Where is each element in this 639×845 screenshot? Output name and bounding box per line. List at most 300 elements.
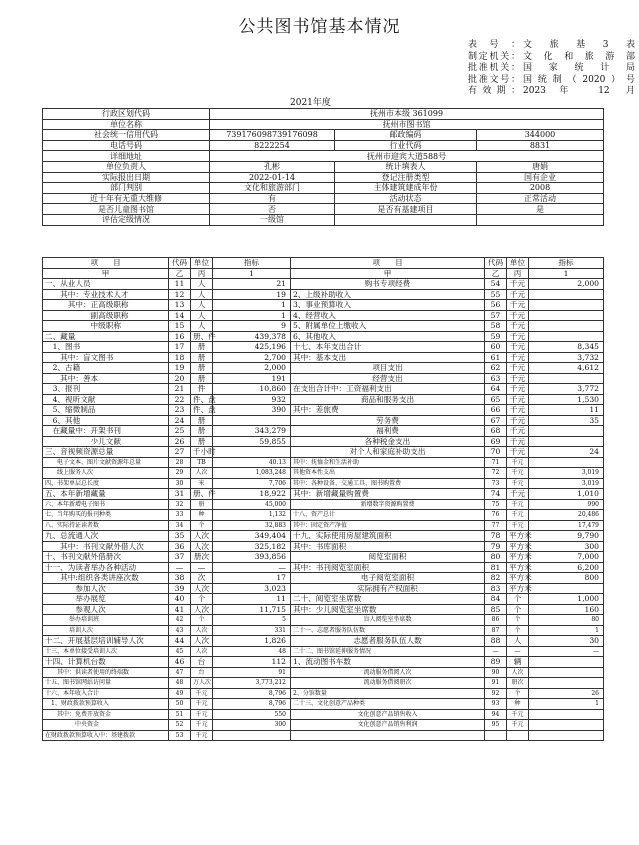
code-cell: 33 [169,510,191,521]
code-cell: 95 [485,720,507,731]
item-cell: 5、缩微制品 [43,405,169,416]
item-cell: 十、书刊文献外借册次 [43,552,169,563]
item-cell: 3、事业预算收入 [291,300,485,311]
table-row [43,436,604,447]
item-cell: 其中：供读者使用的终端数 [43,667,169,678]
item-cell: 6、其他 [43,415,169,426]
item-cell: 其中:组织各类讲座次数 [43,573,169,584]
unit-cell: TB [191,457,213,468]
value-cell: 40.13 [213,457,291,468]
info-value: 孔彬 [210,161,335,172]
item-cell: 中级职称 [43,321,169,332]
item-cell: 其中：固定资产净值 [291,520,485,531]
unit-cell: 千元 [191,730,213,741]
table-row [43,562,604,573]
value-cell: 1 [213,300,291,311]
value-cell: 8,796 [213,699,291,710]
table-row [43,489,604,500]
code-cell: 61 [485,352,507,363]
value-cell [529,321,604,332]
table-row [43,531,604,542]
col-header-item: 甲 [43,268,169,279]
unit-cell: 人次 [191,468,213,479]
value-cell: 3,773,212 [213,678,291,689]
info-value: 抚州市本级 361099 [210,109,604,120]
unit-cell: 千元 [507,279,529,290]
value-cell: 3,772 [529,384,604,395]
item-cell: 中央资金 [43,720,169,731]
unit-cell: 人次 [191,636,213,647]
code-cell: 13 [169,300,191,311]
value-cell: 3,732 [529,352,604,363]
unit-cell: 人次 [507,667,529,678]
unit-cell: 人次 [191,646,213,657]
value-cell [529,373,604,384]
col-header-unit: 单位 [191,258,213,269]
code-cell: 23 [169,405,191,416]
code-cell: 12 [169,289,191,300]
value-cell: 550 [213,709,291,720]
item-cell: 其中：各种设备、交通工具、图书购置费 [291,478,485,489]
code-cell: 32 [169,499,191,510]
value-cell: 425,196 [213,342,291,353]
col-header-unit: 丙 [507,268,529,279]
code-cell: 51 [169,709,191,720]
value-cell [529,720,604,731]
code-cell: 74 [485,489,507,500]
code-cell: 15 [169,321,191,332]
item-cell: 其中：盲文图书 [43,352,169,363]
code-cell: 11 [169,279,191,290]
code-cell: 85 [485,604,507,615]
info-value: 有 [210,193,335,204]
code-cell: 91 [485,678,507,689]
code-cell: 52 [169,720,191,731]
unit-cell: 册 [191,436,213,447]
table-row [43,321,604,332]
item-cell: 十八、资产总计 [291,510,485,521]
item-cell: 副高级职称 [43,310,169,321]
item-cell: 十五、图书馆网站访问量 [43,678,169,689]
meta-value: 文化和旅游部 [523,51,635,62]
value-cell: 45,000 [213,499,291,510]
item-cell: 十六、本年收入合计 [43,688,169,699]
info-value: 文化和旅游部门 [210,183,335,194]
info-value: 8831 [477,140,604,151]
table-row [43,583,604,594]
unit-cell: 千元 [507,363,529,374]
info-value: 否 [210,204,335,215]
table-row [43,541,604,552]
code-cell: 58 [485,321,507,332]
item-cell: 其中：新增藏量购置费 [291,489,485,500]
value-cell: 1,010 [529,489,604,500]
unit-cell: 千元 [507,394,529,405]
meta-row [468,52,635,64]
value-cell: 325,182 [213,541,291,552]
code-cell: 84 [485,594,507,605]
unit-cell: 人 [191,321,213,332]
meta-key: 批准机关： [468,63,520,73]
info-label: 行政区划代码 [43,109,210,120]
value-cell: 91 [213,667,291,678]
code-cell: 41 [169,604,191,615]
info-row [43,130,604,141]
unit-cell: 千元 [507,415,529,426]
code-cell: 27 [169,447,191,458]
value-cell: 9 [213,321,291,332]
col-header-code: 代码 [485,258,507,269]
meta-value: 国统制（2020）号 [523,74,635,85]
table-row [43,289,604,300]
table-row [43,499,604,510]
code-cell: 75 [485,499,507,510]
info-label: 详细地址 [43,151,210,162]
value-cell: 59,855 [213,436,291,447]
info-label: 近十年有无重大维修 [43,193,210,204]
info-row [43,109,604,120]
code-cell: 25 [169,426,191,437]
info-label: 主体建筑建成年份 [335,183,477,194]
value-cell: 6,200 [529,562,604,573]
unit-cell: 千元 [507,352,529,363]
code-cell: 14 [169,310,191,321]
item-cell: 十一、为读者举办各种活动 [43,562,169,573]
unit-cell: 人 [191,279,213,290]
info-value: 8222254 [210,140,335,151]
code-cell: 62 [485,363,507,374]
value-cell: 1,132 [213,510,291,521]
unit-cell: 台 [191,657,213,668]
table-row [43,373,604,384]
item-cell: 十九、实际使用房屋建筑面积 [291,531,485,542]
col-header-code: 乙 [485,268,507,279]
item-cell: 其中：正高级职称 [43,300,169,311]
code-cell: 36 [169,541,191,552]
unit-cell: 个 [191,594,213,605]
code-cell: 26 [169,436,191,447]
table-row [43,594,604,605]
value-cell [529,331,604,342]
unit-cell: 个 [507,594,529,605]
info-label: 是否儿童图书馆 [43,204,210,215]
code-cell: 65 [485,394,507,405]
info-value: 抚州市迎宾大道588号 [210,151,604,162]
item-cell: 六、本年新增电子图书 [43,499,169,510]
item-cell: 其中：基本支出 [291,352,485,363]
code-cell: 73 [485,478,507,489]
item-cell: 各种税金支出 [291,436,485,447]
value-cell: 349,404 [213,531,291,542]
code-cell: 80 [485,552,507,563]
item-cell: 九、总流通人次 [43,531,169,542]
item-cell: 一、从业人员 [43,279,169,290]
value-cell: 191 [213,373,291,384]
unit-cell: 个 [507,615,529,626]
value-cell: 48 [213,646,291,657]
value-cell [529,457,604,468]
code-cell: 66 [485,405,507,416]
value-cell: 300 [529,541,604,552]
unit-cell: 件 [191,384,213,395]
code-cell: 44 [169,636,191,647]
table-row [43,552,604,563]
info-row [43,204,604,215]
unit-cell: 册 [191,342,213,353]
unit-cell: 个 [191,520,213,531]
code-cell: 29 [169,468,191,479]
code-cell: 56 [485,300,507,311]
value-cell: 990 [529,499,604,510]
item-cell: 在支出合计中：工资福利支出 [291,384,485,395]
code-cell: 93 [485,699,507,710]
meta-row [468,63,635,75]
info-value: 2008 [477,183,604,194]
code-cell: 19 [169,363,191,374]
col-header-item: 项 目 [291,258,485,269]
unit-cell: 千元 [507,321,529,332]
item-cell: 十三、本单位接受培训人次 [43,646,169,657]
value-cell: 2,000 [529,279,604,290]
code-cell: 42 [169,615,191,626]
unit-cell: 册 [191,352,213,363]
unit-cell: 辆 [507,657,529,668]
unit-cell: 平方米 [507,541,529,552]
info-label: 行业代码 [335,140,477,151]
table-row [43,426,604,437]
value-cell: 11 [529,405,604,416]
item-cell [291,730,485,741]
value-cell [529,657,604,668]
info-label: 社会统一信用代码 [43,130,210,141]
item-cell: 盲人阅览室坐席数 [291,615,485,626]
unit-cell: 次 [191,573,213,584]
value-cell: 331 [213,625,291,636]
code-cell: 90 [485,667,507,678]
info-label [335,214,477,225]
item-cell: 其中：抚恤金和生活补助 [291,457,485,468]
code-cell: 88 [485,636,507,647]
value-cell: 17,479 [529,520,604,531]
table-row [43,310,604,321]
info-row [43,193,604,204]
info-row [43,161,604,172]
value-cell: 300 [213,720,291,731]
item-cell: 举办展览 [43,594,169,605]
unit-cell: 千元 [507,426,529,437]
value-cell: 20,486 [529,510,604,521]
item-cell: 四、书架单层总长度 [43,478,169,489]
item-cell: 七、当年购买的报刊种类 [43,510,169,521]
unit-cell: 米 [191,478,213,489]
unit-cell: 种 [507,699,529,710]
value-cell: 19 [213,289,291,300]
table-row [43,457,604,468]
value-cell [529,583,604,594]
item-cell: 流动服务借阅册次 [291,678,485,689]
meta-value: 2023年 12 月 [523,86,635,96]
unit-cell: 万人次 [191,678,213,689]
unit-cell: 千元 [507,436,529,447]
unit-cell [507,730,529,741]
code-cell: 17 [169,342,191,353]
code-cell: 77 [485,520,507,531]
unit-cell: 册、件 [191,489,213,500]
code-cell: 40 [169,594,191,605]
table-row [43,447,604,458]
unit-cell: — [191,562,213,573]
item-cell: 文化创意产品销售收入 [291,709,485,720]
unit-cell: 人次 [191,541,213,552]
unit-cell: 册、件 [191,331,213,342]
value-cell: 439,378 [213,331,291,342]
info-label: 部门判别 [43,183,210,194]
item-cell: 其中：少儿阅览室坐席数 [291,604,485,615]
item-cell: 福利费 [291,426,485,437]
code-cell: 87 [485,625,507,636]
unit-cell: 平方米 [507,583,529,594]
table-row [43,720,604,731]
info-value: 739176098739176098 [210,130,335,141]
item-cell: 在藏量中：开架书刊 [43,426,169,437]
info-value: 344000 [477,130,604,141]
code-cell: 82 [485,573,507,584]
item-cell: 其中：免费开放资金 [43,709,169,720]
item-cell: 十四、计算机台数 [43,657,169,668]
item-cell: 电子阅览室面积 [291,573,485,584]
item-cell: 二十一、志愿者服务队伍数 [291,625,485,636]
item-cell: 在财政拨款预算收入中：基建拨款 [43,730,169,741]
info-label: 统计填表人 [335,161,477,172]
item-cell: 二、藏量 [43,331,169,342]
item-cell: 流动服务借阅人次 [291,667,485,678]
item-cell: 4、经营收入 [291,310,485,321]
value-cell [529,289,604,300]
unit-cell: 千元 [507,709,529,720]
value-cell: 393,856 [213,552,291,563]
form-meta [468,40,635,98]
meta-key: 有效期： [468,86,520,96]
table-row [43,510,604,521]
code-cell: — [485,646,507,657]
unit-cell: 千元 [507,289,529,300]
value-cell [529,678,604,689]
col-header-code: 乙 [169,268,191,279]
code-cell: 20 [169,373,191,384]
code-cell: 76 [485,510,507,521]
value-cell [529,300,604,311]
code-cell: 83 [485,583,507,594]
unit-cell: 个 [507,604,529,615]
info-row [43,140,604,151]
code-cell [485,730,507,741]
unit-cell: 千元 [507,720,529,731]
item-cell: 经营支出 [291,373,485,384]
col-header-item: 项 目 [43,258,169,269]
code-cell: 37 [169,552,191,563]
col-header-value: 1 [213,268,291,279]
unit-cell: 个 [191,615,213,626]
table-row [43,625,604,636]
table-row [43,384,604,395]
item-cell: 十二、开展基层培训辅导人次 [43,636,169,647]
col-header-value: 1 [529,268,604,279]
unit-cell: 册 [191,499,213,510]
value-cell: — [213,562,291,573]
table-row [43,258,604,269]
code-cell: 48 [169,678,191,689]
unit-cell: 册 [191,426,213,437]
code-cell: 38 [169,573,191,584]
table-row [43,394,604,405]
info-label: 登记注册类型 [335,172,477,183]
code-cell: 72 [485,468,507,479]
value-cell: 1 [529,625,604,636]
table-row [43,667,604,678]
info-label: 单位负责人 [43,161,210,172]
info-value: 一级馆 [210,214,335,225]
unit-cell: 千元 [507,405,529,416]
value-cell [213,447,291,458]
item-cell: 二十、阅览室坐席数 [291,594,485,605]
unit-cell: 千元 [507,331,529,342]
item-cell: 2、古籍 [43,363,169,374]
info-label: 评估定级情况 [43,214,210,225]
value-cell: 2,000 [213,363,291,374]
item-cell: 对个人和家庭补助支出 [291,447,485,458]
unit-cell: 人次 [191,604,213,615]
unit-cell: 册 [191,363,213,374]
value-cell: 24 [529,447,604,458]
col-header-item: 甲 [291,268,485,279]
item-cell: 志愿者服务队伍人数 [291,636,485,647]
item-cell: 商品和服务支出 [291,394,485,405]
item-cell: 阅览室面积 [291,552,485,563]
unit-cell: 千元 [507,520,529,531]
table-row [43,331,604,342]
unit-cell: 人次 [191,625,213,636]
code-cell: 22 [169,394,191,405]
item-cell: 培训人次 [43,625,169,636]
unit-cell: 千元 [507,373,529,384]
unit-cell: 千元 [191,688,213,699]
info-label: 单位名称 [43,119,210,130]
item-cell: 二十三、文化创意产品种类 [291,699,485,710]
table-row [43,709,604,720]
item-cell: 二十二、图书馆延伸服务情况 [291,646,485,657]
value-cell: 30 [529,636,604,647]
code-cell: 63 [485,373,507,384]
value-cell: 80 [529,615,604,626]
value-cell: 7,706 [213,478,291,489]
value-cell: 3,019 [529,468,604,479]
value-cell: 8,796 [213,688,291,699]
value-cell: 932 [213,394,291,405]
code-cell: 35 [169,531,191,542]
unit-cell: 千元 [507,468,529,479]
item-cell: 其中：书刊阅览室面积 [291,562,485,573]
value-cell [213,730,291,741]
code-cell: 43 [169,625,191,636]
unit-cell: 平方米 [507,562,529,573]
code-cell: 79 [485,541,507,552]
value-cell: 3,023 [213,583,291,594]
value-cell: 343,279 [213,426,291,437]
item-cell: 2、分馆数量 [291,688,485,699]
value-cell: 5 [213,615,291,626]
code-cell: 50 [169,699,191,710]
value-cell: 26 [529,688,604,699]
